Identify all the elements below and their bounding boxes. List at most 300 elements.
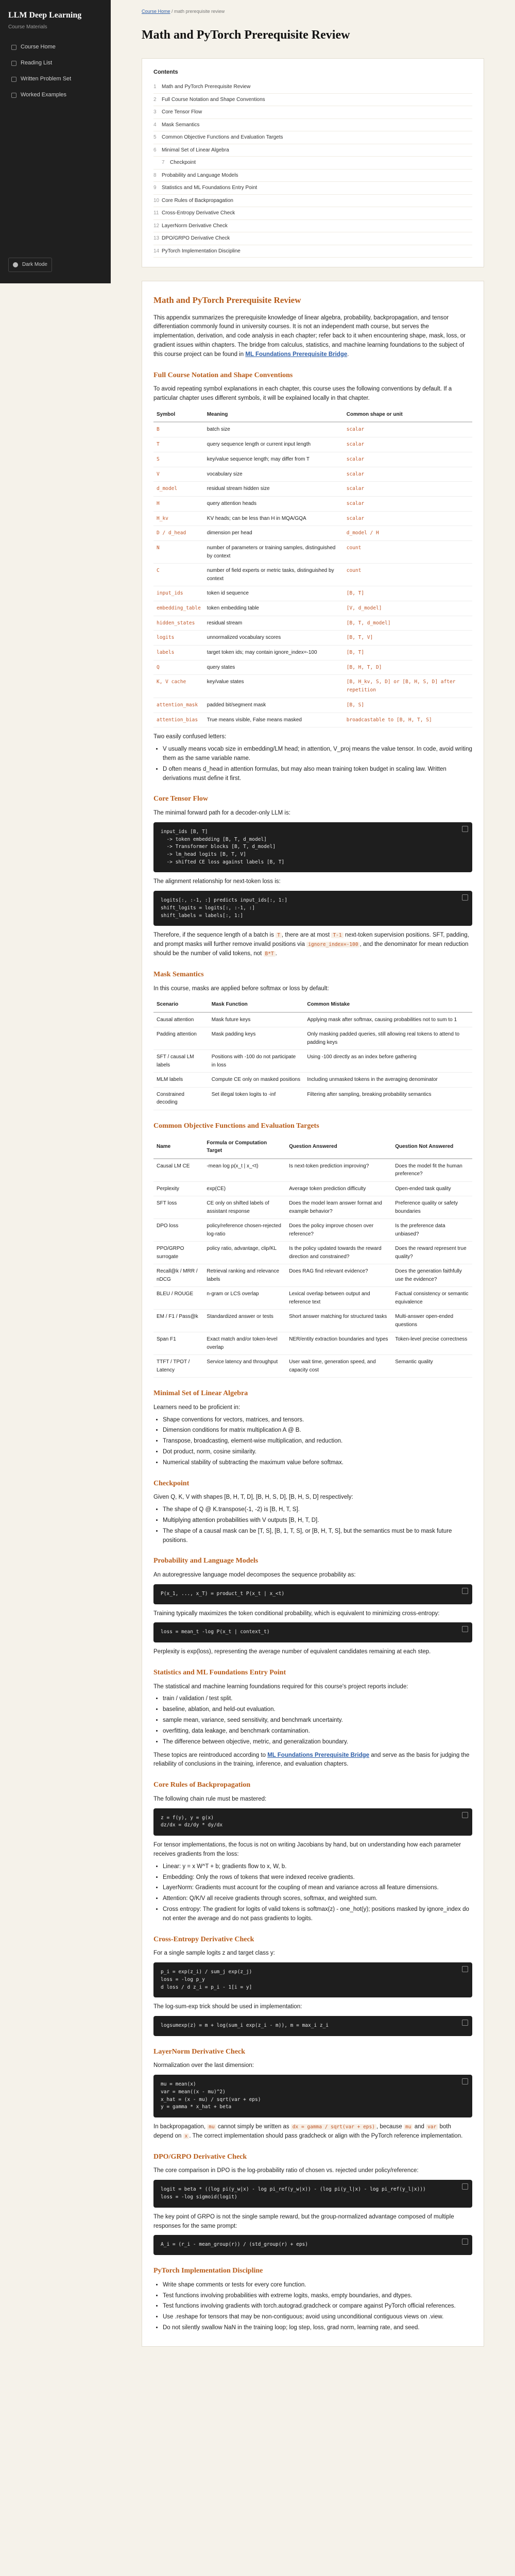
copy-icon[interactable]: [462, 2239, 468, 2245]
table-cell: [B, T]: [344, 586, 472, 601]
list-item: • Cross entropy: The gradient for logits of valid tokens is softmax(z) - one_hot(y); positions masked by ignore_index do not enter the average and do not pass gradients to logits.: [163, 1905, 472, 1924]
table-cell: count: [344, 541, 472, 564]
table-cell: H_kv: [153, 511, 204, 526]
paragraph: The core comparison in DPO is the log-probability ratio of chosen vs. rejected under policy/reference:: [153, 2167, 419, 2174]
table-row: [153, 1332, 472, 1355]
nav-item-problem-set[interactable]: [8, 71, 102, 87]
section-heading: Statistics and ML Foundations Entry Point: [153, 1668, 286, 1676]
table-cell: Exact match and/or token-level overlap: [203, 1332, 286, 1355]
ml-bridge-link[interactable]: ML Foundations Prerequisite Bridge: [245, 351, 348, 358]
toc-number: 1: [153, 84, 157, 90]
table-cell: number of field experts or metric tasks, distinguished by context: [204, 564, 344, 586]
table-cell: Causal LM CE: [153, 1159, 203, 1182]
paragraph: The alignment relationship for next-token loss is:: [153, 878, 281, 885]
paragraph: Training typically maximizes the token conditional probability, which is equivalent to minimizing cross-entropy:: [153, 1610, 440, 1617]
table-header: Question Answered: [286, 1136, 392, 1159]
copy-icon[interactable]: [462, 1966, 468, 1972]
table-row: [153, 698, 472, 713]
list-item: • Linear: y = x W^T + b; gradients flow to x, W, b.: [163, 1862, 472, 1872]
table-cell: V: [153, 467, 204, 482]
section-heading: Math and PyTorch Prerequisite Review: [153, 295, 301, 306]
toc-number: 13: [153, 235, 160, 242]
linalg-list: [163, 1416, 472, 1468]
copy-icon[interactable]: [462, 1812, 468, 1818]
table-cell: Average token prediction difficulty: [286, 1181, 392, 1196]
section-heading: Mask Semantics: [153, 970, 204, 978]
list-item: • train / validation / test split.: [163, 1694, 472, 1704]
table-cell: key/value sequence length; may differ from T: [204, 452, 344, 467]
breadcrumb: [142, 0, 484, 15]
toc-title: Contents: [153, 69, 178, 76]
discipline-list: [163, 2281, 472, 2333]
table-cell: padded bit/segment mask: [204, 698, 344, 713]
table-cell: PPO/GRPO surrogate: [153, 1242, 203, 1264]
table-cell: Filtering after sampling, breaking probability semantics: [304, 1087, 472, 1110]
copy-icon[interactable]: [462, 1588, 468, 1594]
table-cell: CE only on shifted labels of assistant response: [203, 1196, 286, 1219]
table-cell: TTFT / TPOT / Latency: [153, 1355, 203, 1378]
table-row: [153, 1264, 472, 1287]
table-row: [153, 467, 472, 482]
table-cell: User wait time, generation speed, and capacity cost: [286, 1355, 392, 1378]
paragraph: Therefore, if the sequence length of a batch is T , there are at most T-1 next-token supervision positions. SFT, padding, and prompt masks will further remove invalid positions via ignore_index=-100 , and the denominator for mean reduction should be the number of valid tokens, not B*T .: [153, 932, 469, 957]
table-cell: number of parameters or training samples, distinguished by context: [204, 541, 344, 564]
toc-label: Core Rules of Backpropagation: [162, 197, 233, 204]
section-heading: DPO/GRPO Derivative Check: [153, 2153, 247, 2161]
dark-mode-toggle[interactable]: [8, 258, 52, 272]
table-cell: scalar: [344, 452, 472, 467]
table-cell: Using -100 directly as an index before gathering: [304, 1050, 472, 1073]
pencil-icon: [11, 77, 16, 82]
code-block: p_i = exp(z_i) / sum_j exp(z_j) loss = -log p_y d loss / d z_i = p_i - 1[i = y]: [153, 1962, 472, 1997]
table-cell: SFT loss: [153, 1196, 203, 1219]
paragraph: For tensor implementations, the focus is not on writing Jacobians by hand, but on understanding how each parameter receives gradients from the loss:: [153, 1842, 461, 1857]
toc-number: 14: [153, 248, 160, 254]
list-item: • V usually means vocab size in embedding/LM head; in attention, V_proj means the value tensor. In code, avoid writing them as the same variable name.: [163, 745, 472, 764]
toc-item[interactable]: [153, 207, 472, 220]
sidebar: [0, 0, 111, 283]
table-cell: H: [153, 496, 204, 511]
table-cell: Is next-token prediction improving?: [286, 1159, 392, 1182]
list-item: • sample mean, variance, seed sensitivity, and benchmark uncertainty.: [163, 1716, 472, 1725]
table-cell: Padding attention: [153, 1027, 209, 1050]
toc-number: 3: [153, 109, 157, 115]
table-cell: target token ids; may contain ignore_index=-100: [204, 646, 344, 660]
table-cell: Compute CE only on masked positions: [209, 1073, 304, 1088]
table-cell: query states: [204, 660, 344, 675]
paragraph: Two easily confused letters:: [153, 734, 227, 740]
table-cell: input_ids: [153, 586, 204, 601]
toc-label: Full Course Notation and Shape Conventions: [162, 96, 265, 103]
copy-icon[interactable]: [462, 2183, 468, 2190]
table-cell: B: [153, 422, 204, 437]
table-cell: Causal attention: [153, 1012, 209, 1027]
table-row: [153, 1050, 472, 1073]
table-row: [153, 1287, 472, 1310]
list-item: • Write shape comments or tests for every core function.: [163, 2281, 472, 2290]
table-cell: token embedding table: [204, 601, 344, 616]
section-heading: Cross-Entropy Derivative Check: [153, 1935, 254, 1943]
table-cell: exp(CE): [203, 1181, 286, 1196]
paragraph: The log-sum-exp trick should be used in implementation:: [153, 2004, 302, 2010]
table-row: [153, 631, 472, 646]
brand-subtitle: Course Materials: [8, 24, 47, 30]
list-item: • Test functions involving gradients with torch.autograd.gradcheck or compare against PyTorch official references.: [163, 2302, 472, 2311]
table-cell: Does the model learn answer format and example behavior?: [286, 1196, 392, 1219]
list-item: • overfitting, data leakage, and benchmark contamination.: [163, 1727, 472, 1736]
table-row: [153, 1012, 472, 1027]
toc-label: Cross-Entropy Derivative Check: [162, 210, 235, 216]
toc-item[interactable]: [153, 94, 472, 107]
table-cell: -mean log p(x_t | x_<t): [203, 1159, 286, 1182]
table-cell: Does the reward represent true quality?: [392, 1242, 472, 1264]
table-cell: query attention heads: [204, 496, 344, 511]
table-cell: Does the model fit the human preference?: [392, 1159, 472, 1182]
table-cell: MLM labels: [153, 1073, 209, 1088]
toc-item[interactable]: [153, 81, 472, 94]
paragraph: Learners need to be proficient in:: [153, 1404, 241, 1411]
nav-item-reading-list[interactable]: [8, 55, 102, 71]
toc-label: Statistics and ML Foundations Entry Point: [162, 185, 258, 191]
table-row: [153, 675, 472, 698]
table-cell: Only masking padded queries, still allowing real tokens to attend to padding keys: [304, 1027, 472, 1050]
table-cell: residual stream: [204, 616, 344, 631]
table-row: [153, 1181, 472, 1196]
text: .: [347, 351, 349, 358]
notation-table: [153, 408, 472, 727]
home-icon: [11, 45, 16, 50]
table-cell: Set illegal token logits to -inf: [209, 1087, 304, 1110]
toc-item[interactable]: [153, 195, 472, 208]
table-cell: Is the preference data unbiased?: [392, 1219, 472, 1242]
table-cell: Retrieval ranking and relevance labels: [203, 1264, 286, 1287]
table-cell: Standardized answer or tests: [203, 1310, 286, 1332]
toc-number: 7: [162, 160, 165, 166]
ml-bridge-link[interactable]: ML Foundations Prerequisite Bridge: [267, 1752, 370, 1758]
table-cell: SFT / causal LM labels: [153, 1050, 209, 1073]
table-cell: T: [153, 437, 204, 452]
table-cell: [B, H_kv, S, D] or [B, H, S, D] after repetition: [344, 675, 472, 698]
table-row: [153, 1355, 472, 1378]
table-row: [153, 452, 472, 467]
copy-icon[interactable]: [462, 1626, 468, 1632]
table-cell: attention_bias: [153, 713, 204, 727]
list-item: • Use .reshape for tensors that may be non-contiguous; avoid using unconditional contiguous views on .view.: [163, 2313, 472, 2322]
toc-label: Checkpoint: [170, 160, 196, 166]
table-row: [153, 496, 472, 511]
table-cell: attention_mask: [153, 698, 204, 713]
table-cell: N: [153, 541, 204, 564]
table-cell: hidden_states: [153, 616, 204, 631]
dark-mode-label: Dark Mode: [22, 262, 47, 267]
table-row: [153, 713, 472, 727]
nav-item-worked-examples[interactable]: [8, 87, 102, 103]
list-item: • Numerical stability of subtracting the maximum value before softmax.: [163, 1459, 472, 1468]
table-cell: Recall@k / MRR / nDCG: [153, 1264, 203, 1287]
code-block: mu = mean(x) var = mean((x - mu)^2) x_hat = (x - mu) / sqrt(var + eps) y = gamma * x_hat + beta: [153, 2075, 472, 2117]
table-header: Question Not Answered: [392, 1136, 472, 1159]
table-cell: NER/entity extraction boundaries and types: [286, 1332, 392, 1355]
code-block: loss = mean_t -log P(x_t | context_t): [153, 1622, 472, 1642]
paragraph: Normalization over the last dimension:: [153, 2062, 254, 2069]
breadcrumb-current: math prerequisite review: [174, 9, 225, 14]
table-cell: token id sequence: [204, 586, 344, 601]
copy-icon[interactable]: [462, 2020, 468, 2026]
paragraph: The minimal forward path for a decoder-only LLM is:: [153, 810, 290, 817]
list-item: • The shape of a causal mask can be [T, S], [B, 1, T, S], or [B, H, T, S], but the semantics must be to mask future positions.: [163, 1527, 472, 1546]
toc-label: Mask Semantics: [162, 122, 200, 128]
table-row: [153, 1242, 472, 1264]
page-title: Math and PyTorch Prerequisite Review: [142, 28, 350, 42]
table-cell: Lexical overlap between output and reference text: [286, 1287, 392, 1310]
toc-label: Minimal Set of Linear Algebra: [162, 147, 229, 153]
checkpoint-list: [163, 1505, 472, 1545]
toc-item[interactable]: [153, 245, 472, 258]
section-heading: Common Objective Functions and Evaluation Targets: [153, 1122, 319, 1130]
table-row: [153, 660, 472, 675]
nav-item-course-home[interactable]: [8, 39, 102, 55]
table-cell: Mask future keys: [209, 1012, 304, 1027]
toc-number: 5: [153, 134, 157, 141]
table-cell: embedding_table: [153, 601, 204, 616]
article-body: [142, 281, 484, 2347]
table-cell: key/value states: [204, 675, 344, 698]
table-row: [153, 1073, 472, 1088]
table-row: [153, 586, 472, 601]
table-row: [153, 564, 472, 586]
table-row: [153, 646, 472, 660]
table-cell: scalar: [344, 467, 472, 482]
toc-number: 10: [153, 197, 160, 204]
toc-item[interactable]: [153, 131, 472, 144]
copy-icon[interactable]: [462, 826, 468, 832]
table-cell: DPO loss: [153, 1219, 203, 1242]
main-content: [111, 0, 515, 2381]
table-cell: Does the generation faithfully use the evidence?: [392, 1264, 472, 1287]
table-header: Symbol: [153, 408, 204, 422]
table-cell: Mask padding keys: [209, 1027, 304, 1050]
table-cell: Positions with -100 do not participate in loss: [209, 1050, 304, 1073]
table-cell: Constrained decoding: [153, 1087, 209, 1110]
table-cell: policy/reference chosen-rejected log-ratio: [203, 1219, 286, 1242]
code: logits[:, :-1, :] predicts input_ids[:, 1:] shift_logits = logits[:, :-1, :] shift_labels = labels[:, 1:]: [161, 897, 287, 919]
table-cell: K, V cache: [153, 675, 204, 698]
toc-number: 6: [153, 147, 157, 153]
table-cell: EM / F1 / Pass@k: [153, 1310, 203, 1332]
table-cell: d_model / H: [344, 526, 472, 541]
table-row: [153, 1159, 472, 1182]
code: input_ids [B, T] -> token embedding [B, T, d_model] -> Transformer blocks [B, T, d_model] -> lm_head logits [B, T, V] -> shifted CE loss against labels [B, T]: [161, 828, 285, 865]
toc-label: LayerNorm Derivative Check: [162, 223, 228, 229]
section-heading: Full Course Notation and Shape Conventions: [153, 371, 293, 379]
stats-list: [163, 1694, 472, 1747]
table-cell: BLEU / ROUGE: [153, 1287, 203, 1310]
paragraph: In backpropagation, mu cannot simply be written as dx = gamma / sqrt(var + eps) , because mu and var both depend on x . The correct implementation should pass gradcheck or align with the PyTorch reference implementation.: [153, 2124, 463, 2139]
table-cell: Short answer matching for structured tasks: [286, 1310, 392, 1332]
toc-label: Probability and Language Models: [162, 172, 238, 178]
table-of-contents: [142, 58, 484, 267]
toc-label: DPO/GRPO Derivative Check: [162, 235, 230, 242]
table-row: [153, 526, 472, 541]
table-cell: Semantic quality: [392, 1355, 472, 1378]
list-item: • baseline, ablation, and held-out evaluation.: [163, 1705, 472, 1715]
section-heading: LayerNorm Derivative Check: [153, 2047, 246, 2056]
table-cell: Does RAG find relevant evidence?: [286, 1264, 392, 1287]
list-item: • LayerNorm: Gradients must account for the coupling of mean and variance across all feature dimensions.: [163, 1884, 472, 1893]
paragraph: [153, 314, 472, 360]
table-header: Common shape or unit: [344, 408, 472, 422]
paragraph: The following chain rule must be mastered:: [153, 1795, 267, 1802]
section-heading: Minimal Set of Linear Algebra: [153, 1389, 248, 1398]
nav-label: Worked Examples: [21, 92, 67, 98]
table-cell: Q: [153, 660, 204, 675]
table-cell: Is the policy updated towards the reward direction and constrained?: [286, 1242, 392, 1264]
toc-item[interactable]: [153, 170, 472, 182]
paragraph: Perplexity is exp(loss), representing the average number of equivalent candidates remaining at each step.: [153, 1649, 431, 1655]
brand-title: LLM Deep Learning: [8, 11, 82, 20]
mask-table: [153, 997, 472, 1110]
table-cell: scalar: [344, 422, 472, 437]
table-header: Scenario: [153, 997, 209, 1012]
table-cell: policy ratio, advantage, clip/KL: [203, 1242, 286, 1264]
table-header: Name: [153, 1136, 203, 1159]
table-row: [153, 422, 472, 437]
document-icon: [11, 93, 16, 98]
code-block: logit = beta * ((log pi(y_w|x) - log pi_ref(y_w|x)) - (log pi(y_l|x) - log pi_ref(y_l|x))) loss = -log sigmoid(logit): [153, 2180, 472, 2207]
table-cell: Token-level precise correctness: [392, 1332, 472, 1355]
toc-label: Core Tensor Flow: [162, 109, 202, 115]
nav-label: Reading List: [21, 60, 53, 66]
table-cell: [B, T]: [344, 646, 472, 660]
table-row: [153, 1196, 472, 1219]
toc-list: [153, 81, 472, 258]
table-cell: unnormalized vocabulary scores: [204, 631, 344, 646]
paragraph: For a single sample logits z and target class y:: [153, 1950, 275, 1957]
toc-number: 4: [153, 122, 157, 128]
table-row: [153, 1310, 472, 1332]
section-heading: PyTorch Implementation Discipline: [153, 2267, 263, 2275]
toc-label: Math and PyTorch Prerequisite Review: [162, 84, 251, 90]
list-item: • Do not silently swallow NaN in the training loop; log step, loss, grad norm, learning rate, and seed.: [163, 2324, 472, 2333]
table-cell: S: [153, 452, 204, 467]
table-cell: Applying mask after softmax, causing probabilities not to sum to 1: [304, 1012, 472, 1027]
table-cell: broadcastable to [B, H, T, S]: [344, 713, 472, 727]
text: This appendix summarizes the prerequisite knowledge of linear algebra, probability, backpropagation, and tensor differentiation commonly found in university courses. It is not an independent math course, but serves the implementation, derivation, and code analysis in each chapter; refer back to it when encountering shape, mask, loss, or gradient issues within chapters. The bridge from calculus, statistics, and machine learning foundations to the subject of this course project can be found in: [153, 314, 466, 358]
table-cell: True means visible, False means masked: [204, 713, 344, 727]
table-header: Meaning: [204, 408, 344, 422]
table-row: [153, 1027, 472, 1050]
table-cell: vocabulary size: [204, 467, 344, 482]
table-cell: Span F1: [153, 1332, 203, 1355]
toc-number: 8: [153, 172, 157, 178]
table-cell: Service latency and throughput: [203, 1355, 286, 1378]
table-cell: scalar: [344, 496, 472, 511]
code-block: logsumexp(z) = m + log(sum_i exp(z_i - m)), m = max_i z_i: [153, 2016, 472, 2036]
toc-item[interactable]: [153, 157, 472, 170]
list-item: • Shape conventions for vectors, matrices, and tensors.: [163, 1416, 472, 1425]
toc-label: PyTorch Implementation Discipline: [162, 248, 241, 254]
table-cell: scalar: [344, 511, 472, 526]
table-cell: [B, T, V]: [344, 631, 472, 646]
table-header: Mask Function: [209, 997, 304, 1012]
table-cell: D / d_head: [153, 526, 204, 541]
toc-item[interactable]: [153, 182, 472, 195]
table-cell: count: [344, 564, 472, 586]
copy-icon[interactable]: [462, 894, 468, 901]
toc-item[interactable]: [153, 232, 472, 245]
table-cell: Including unmasked tokens in the averaging denominator: [304, 1073, 472, 1088]
table-cell: C: [153, 564, 204, 586]
moon-icon: [13, 262, 18, 267]
book-icon: [11, 61, 16, 66]
toc-item[interactable]: [153, 220, 472, 233]
code-block: P(x_1, ..., x_T) = product_t P(x_t | x_<t): [153, 1584, 472, 1604]
section-heading: Core Tensor Flow: [153, 795, 209, 803]
toc-item[interactable]: [153, 106, 472, 119]
copy-icon[interactable]: [462, 2078, 468, 2084]
toc-item[interactable]: [153, 144, 472, 157]
toc-number: 12: [153, 223, 160, 229]
table-row: [153, 511, 472, 526]
table-cell: logits: [153, 631, 204, 646]
table-row: [153, 482, 472, 497]
list-item: • The difference between objective, metric, and generalization boundary.: [163, 1738, 472, 1747]
objectives-table: [153, 1136, 472, 1378]
code-block: [153, 891, 472, 926]
table-cell: [V, d_model]: [344, 601, 472, 616]
breadcrumb-separator: /: [170, 9, 175, 14]
code-block: A_i = (r_i - mean_group(r)) / (std_group(r) + eps): [153, 2235, 472, 2255]
table-cell: Does the policy improve chosen over reference?: [286, 1219, 392, 1242]
toc-label: Common Objective Functions and Evaluation Targets: [162, 134, 283, 141]
paragraph: These topics are reintroduced according to ML Foundations Prerequisite Bridge and serve as the basis for judging the reliability of conclusions in the training, inference, and evaluation chapters.: [153, 1752, 470, 1768]
paragraph: The key point of GRPO is not the single sample reward, but the group-normalized advantage composed of multiple responses for the same prompt:: [153, 2213, 454, 2229]
table-row: [153, 1219, 472, 1242]
table-row: [153, 541, 472, 564]
table-cell: [B, T, d_model]: [344, 616, 472, 631]
section-heading: Checkpoint: [153, 1479, 190, 1487]
table-cell: residual stream hidden size: [204, 482, 344, 497]
list-item: • Attention: Q/K/V all receive gradients through scores, softmax, and weighted sum.: [163, 1894, 472, 1904]
table-cell: Multi-answer open-ended questions: [392, 1310, 472, 1332]
backprop-list: [163, 1862, 472, 1924]
paragraph: In this course, masks are applied before softmax or loss by default:: [153, 985, 329, 992]
table-cell: query sequence length or current input length: [204, 437, 344, 452]
toc-number: 2: [153, 96, 157, 103]
nav-label: Written Problem Set: [21, 76, 72, 82]
table-cell: Factual consistency or semantic equivalence: [392, 1287, 472, 1310]
table-cell: KV heads; can be less than H in MQA/GQA: [204, 511, 344, 526]
table-header: Formula or Computation Target: [203, 1136, 286, 1159]
table-cell: scalar: [344, 482, 472, 497]
nav-label: Course Home: [21, 44, 56, 50]
toc-number: 9: [153, 185, 157, 191]
code-block: [153, 822, 472, 873]
breadcrumb-home-link[interactable]: Course Home: [142, 9, 170, 14]
list-item: • Transpose, broadcasting, element-wise multiplication, and reduction.: [163, 1437, 472, 1446]
table-row: [153, 616, 472, 631]
table-cell: Perplexity: [153, 1181, 203, 1196]
table-cell: scalar: [344, 437, 472, 452]
paragraph: Given Q, K, V with shapes [B, H, T, D], [B, H, S, D], [B, H, S, D] respectively:: [153, 1494, 353, 1501]
table-cell: dimension per head: [204, 526, 344, 541]
list-item: • Dimension conditions for matrix multiplication A @ B.: [163, 1426, 472, 1435]
code-block: z = f(y), y = g(x) dz/dx = dz/dy * dy/dx: [153, 1808, 472, 1836]
section-heading: Probability and Language Models: [153, 1557, 259, 1565]
table-cell: Open-ended task quality: [392, 1181, 472, 1196]
list-item: • Dot product, norm, cosine similarity.: [163, 1448, 472, 1457]
toc-item[interactable]: [153, 119, 472, 132]
